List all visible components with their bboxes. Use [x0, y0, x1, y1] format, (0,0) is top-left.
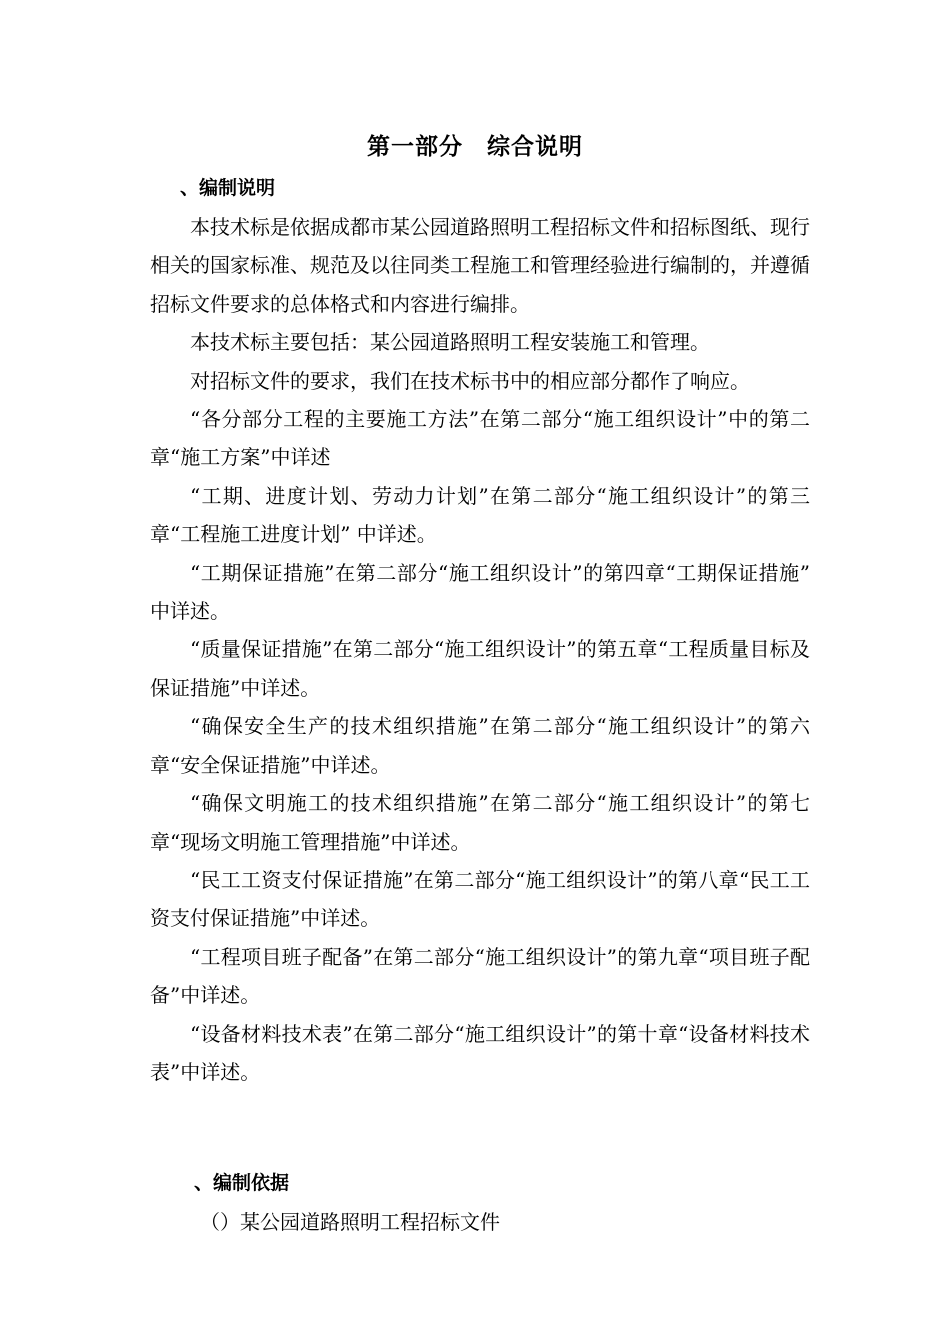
section-heading-compilation-notes: 、编制说明 — [180, 177, 276, 199]
basis-list-item: （）某公园道路照明工程招标文件 — [200, 1210, 500, 1234]
paragraph: 本技术标是依据成都市某公园道路照明工程招标文件和招标图纸、现行相关的国家标准、规范及以往同类工程施工和管理经验进行编制的，并遵循招标文件要求的总体格式和内容进行编排。 — [150, 215, 810, 316]
section-heading-compilation-basis: 、编制依据 — [194, 1172, 290, 1194]
paragraph: “工期保证措施”在第二部分“施工组织设计”的第四章“工期保证措施” 中详述。 — [150, 560, 810, 624]
paragraph: 本技术标主要包括：某公园道路照明工程安装施工和管理。 — [190, 330, 710, 355]
paragraph: “确保文明施工的技术组织措施”在第二部分“施工组织设计”的第七章“现场文明施工管理措施”中详述。 — [150, 791, 810, 854]
paragraph: “设备材料技术表”在第二部分“施工组织设计”的第十章“设备材料技术表”中详述。 — [150, 1021, 810, 1084]
section-body — [150, 208, 810, 1091]
paragraph: 对招标文件的要求，我们在技术标书中的相应部分都作了响应。 — [190, 368, 750, 393]
paragraph: “工期、进度计划、劳动力计划”在第二部分“施工组织设计”的第三章“工程施工进度计划” 中详述。 — [150, 483, 810, 547]
paragraph: “各分部分工程的主要施工方法”在第二部分“施工组织设计”中的第二章“施工方案”中详述 — [150, 407, 810, 470]
paragraph: “工程项目班子配备”在第二部分“施工组织设计”的第九章“项目班子配备”中详述。 — [150, 944, 810, 1008]
document-title: 第一部分 综合说明 — [367, 134, 583, 160]
paragraph: “民工工资支付保证措施”在第二部分“施工组织设计”的第八章“民工工资支付保证措施”中详述。 — [150, 867, 810, 931]
paragraph: “质量保证措施”在第二部分“施工组织设计”的第五章“工程质量目标及保证措施”中详述。 — [150, 637, 810, 700]
paragraph: “确保安全生产的技术组织措施”在第二部分“施工组织设计”的第六章“安全保证措施”中详述。 — [150, 714, 810, 777]
